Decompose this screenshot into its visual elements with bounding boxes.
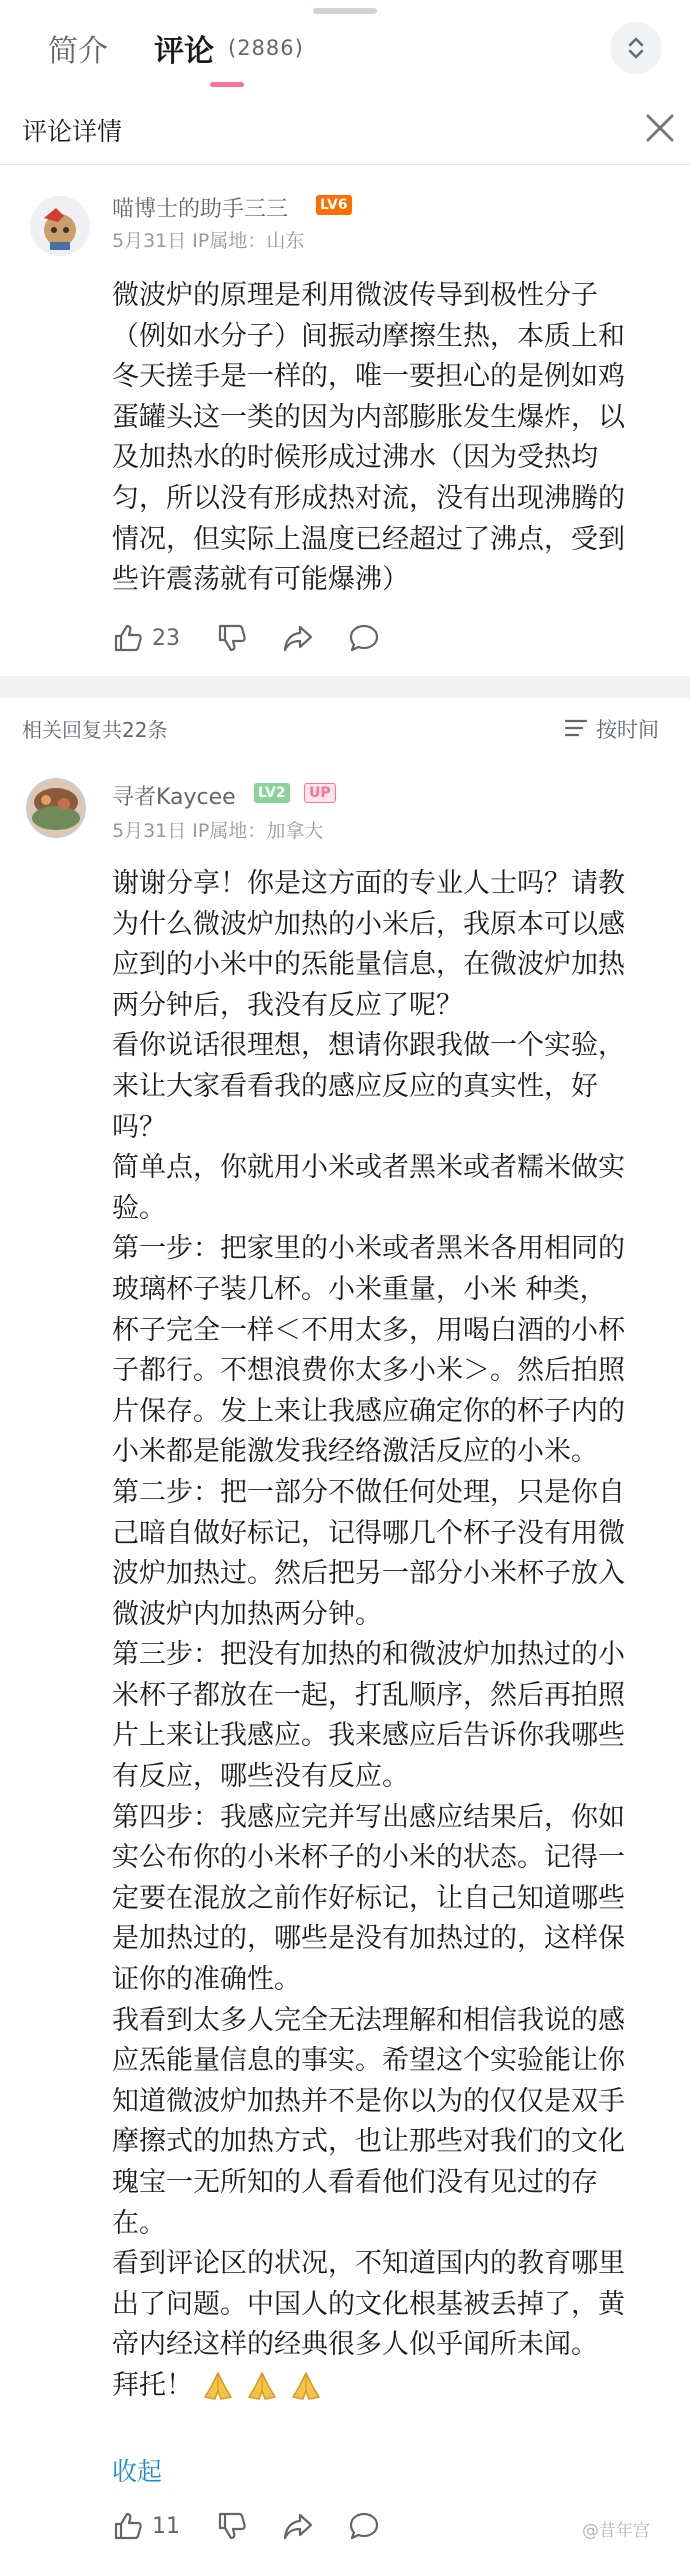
content-line-text: 看到评论区的状况，不知道国内的教育哪里: [112, 2248, 625, 2280]
content-line-text: 看你说话很理想，想请你跟我做一个实验，: [112, 1030, 625, 1062]
content-line: [112, 1026, 672, 1067]
content-line-text: （例如水分子）间振动摩擦生热，本质上和: [112, 320, 625, 352]
comment-icon[interactable]: [348, 2510, 380, 2542]
collapse-link[interactable]: 收起: [112, 2457, 163, 2486]
content-line: [112, 1473, 672, 1514]
content-line: [112, 1960, 672, 2001]
content-line-text: 为什么微波炉加热的小米后，我原本可以感: [112, 908, 625, 940]
content-line-text: 在。: [112, 2207, 166, 2239]
content-line-text: 知道微波炉加热并不是你以为的仅仅是双手: [112, 2085, 625, 2117]
content-line-text: 应到的小米中的炁能量信息，在微波炉加热: [112, 949, 625, 981]
chevron-up-down-icon: [624, 34, 648, 62]
content-line-text: 验。: [112, 1192, 166, 1224]
content-line: [112, 1514, 672, 1555]
content-line-text: 情况，但实际上温度已经超过了沸点，受到: [112, 523, 625, 555]
content-line-text: 小米都是能激发我经络激活反应的小米。: [112, 1436, 598, 1468]
content-line-text: 微波炉的原理是利用微波传导到极性分子: [112, 280, 598, 311]
content-line-text: 匀，所以没有形成热对流，没有出现沸腾的: [112, 482, 625, 514]
level-badge: LV6: [316, 195, 352, 215]
replies-count: 相关回复共22条: [22, 718, 168, 742]
content-line: [112, 2285, 672, 2326]
content-line: [112, 1148, 672, 1189]
content-line: [112, 986, 672, 1027]
comment-content: [112, 276, 672, 601]
level-badge: LV2: [254, 783, 290, 803]
content-line-text: 摩擦式的加热方式，也让那些对我们的文化: [112, 2126, 625, 2158]
content-line: [112, 2204, 672, 2245]
content-line: [112, 1311, 672, 1352]
content-line-text: 米杯子都放在一起，打乱顺序，然后再拍照: [112, 1679, 625, 1711]
comment-icon[interactable]: [348, 622, 380, 654]
content-line: [112, 2122, 672, 2163]
up-badge: UP: [304, 783, 336, 803]
content-line-text: 子都行。不想浪费你太多小米＞。然后拍照: [112, 1355, 625, 1387]
content-line: [112, 1229, 672, 1270]
content-line-text: 有反应，哪些没有反应。: [112, 1761, 409, 1793]
content-line-text: 瑰宝一无所知的人看看他们没有见过的存: [112, 2167, 598, 2198]
content-line: [112, 905, 672, 946]
content-line-text: 第二步：把一部分不做任何处理，只是你自: [112, 1476, 625, 1508]
avatar-image: [26, 778, 86, 838]
share-icon[interactable]: [282, 622, 314, 654]
content-line: [112, 2001, 672, 2042]
content-line-text: 是加热过的，哪些是没有加热过的，这样保: [112, 1923, 625, 1955]
content-line: [112, 1676, 672, 1717]
watermark: @昔年宫: [582, 2521, 650, 2541]
content-line: [112, 2244, 672, 2285]
content-line: [112, 1757, 672, 1798]
content-line-text: 己暗自做好标记，记得哪几个杯子没有用微: [112, 1517, 625, 1549]
comment-meta: 5月31日 IP属地：加拿大: [112, 820, 324, 842]
content-line: [112, 1189, 672, 1230]
tab-comments[interactable]: 评论: [154, 34, 214, 69]
content-line: [112, 945, 672, 986]
comment-actions: [112, 622, 412, 662]
content-line: [112, 560, 672, 601]
pray-hands-emoji: [243, 2369, 281, 2403]
content-line: [112, 1879, 672, 1920]
sort-label: 按时间: [596, 718, 659, 742]
close-icon[interactable]: [640, 108, 680, 148]
content-line: [112, 438, 672, 479]
section-divider: [0, 676, 690, 698]
sort-button[interactable]: [562, 710, 672, 744]
content-line-text: 吗？: [112, 1111, 166, 1143]
content-line: [112, 1554, 672, 1595]
content-line: [112, 2366, 672, 2407]
content-line-text: 及加热水的时候形成过沸水（因为受热均: [112, 442, 598, 474]
content-line-text: 出了问题。中国人的文化根基被丢掉了，黄: [112, 2288, 625, 2320]
content-line-text: 蛋罐头这一类的因为内部膨胀发生爆炸，以: [112, 401, 625, 433]
pray-hands-emoji: [287, 2369, 325, 2403]
content-line-text: 片上来让我感应。我来感应后告诉你我哪些: [112, 1720, 625, 1752]
like-count: 23: [152, 626, 180, 651]
content-line: [112, 1919, 672, 1960]
content-line: [112, 2041, 672, 2082]
username[interactable]: 寻者Kaycee: [112, 785, 236, 810]
content-line: [112, 1635, 672, 1676]
content-line-text: 拜托！: [112, 2369, 193, 2401]
content-line-text: 杯子完全一样＜不用太多，用喝白酒的小杯: [112, 1314, 625, 1346]
content-line-text: 两分钟后，我没有反应了呢？: [112, 989, 463, 1021]
content-line-text: 实公布你的小米杯子的小米的状态。记得一: [112, 1842, 625, 1874]
content-line-text: 微波炉内加热两分钟。: [112, 1598, 382, 1630]
content-line: [112, 357, 672, 398]
content-line-text: 我看到太多人完全无法理解和相信我说的感: [112, 2004, 625, 2036]
sort-icon: [564, 718, 588, 738]
tab-bar: [0, 0, 690, 92]
page-title: 评论详情: [22, 117, 123, 146]
username[interactable]: 喵博士的助手三三: [112, 197, 289, 222]
thumb-up-icon[interactable]: [112, 2510, 144, 2542]
pray-hands-emoji: [199, 2369, 237, 2403]
content-line-text: 谢谢分享！你是这方面的专业人士吗？请教: [112, 868, 625, 899]
content-line: [112, 1432, 672, 1473]
content-line: [112, 864, 672, 905]
content-line: [112, 1595, 672, 1636]
content-line-text: 定要在混放之前作好标记，让自己知道哪些: [112, 1882, 625, 1914]
comment-meta: 5月31日 IP属地：山东: [112, 230, 305, 252]
avatar-image: [30, 196, 90, 256]
content-line-text: 第一步：把家里的小米或者黑米各用相同的: [112, 1233, 625, 1265]
content-line: [112, 276, 672, 317]
content-line: [112, 479, 672, 520]
replies-header: [0, 698, 690, 758]
content-line: [112, 1716, 672, 1757]
reply-content: [112, 864, 672, 2407]
thumb-down-icon[interactable]: [216, 2510, 248, 2542]
content-line: [112, 1108, 672, 1149]
content-line-text: 些许震荡就有可能爆沸）: [112, 564, 409, 596]
content-line: [112, 1798, 672, 1839]
expand-collapse-button[interactable]: [610, 22, 662, 74]
content-line-text: 证你的准确性。: [112, 1964, 301, 1996]
content-line-text: 应炁能量信息的事实。希望这个实验能让你: [112, 2045, 625, 2077]
content-line: [112, 1838, 672, 1879]
reply-actions: [112, 2510, 412, 2550]
content-line: [112, 398, 672, 439]
content-line: [112, 1351, 672, 1392]
content-line-text: 第四步：我感应完并写出感应结果后，你如: [112, 1801, 625, 1833]
avatar[interactable]: [30, 196, 90, 256]
content-line: [112, 317, 672, 358]
comment-detail-header: [0, 92, 690, 165]
content-line: [112, 1392, 672, 1433]
content-line: [112, 1067, 672, 1108]
like-count: 11: [152, 2514, 180, 2539]
tab-active-indicator: [210, 82, 244, 87]
content-line-text: 帝内经这样的经典很多人似乎闻所未闻。: [112, 2329, 598, 2361]
content-line: [112, 1270, 672, 1311]
content-line-text: 冬天搓手是一样的，唯一要担心的是例如鸡: [112, 361, 625, 393]
thumb-up-icon[interactable]: [112, 622, 144, 654]
content-line-text: 第三步：把没有加热的和微波炉加热过的小: [112, 1639, 625, 1671]
content-line-text: 简单点，你就用小米或者黑米或者糯米做实: [112, 1152, 625, 1184]
content-line-text: 玻璃杯子装几杯。小米重量，小米 种类，: [112, 1273, 607, 1305]
avatar[interactable]: [26, 778, 86, 838]
thumb-down-icon[interactable]: [216, 622, 248, 654]
comment-count: (2886): [228, 36, 304, 60]
content-line-text: 波炉加热过。然后把另一部分小米杯子放入: [112, 1558, 625, 1590]
content-line: [112, 2082, 672, 2123]
content-line: [112, 2163, 672, 2204]
share-icon[interactable]: [282, 2510, 314, 2542]
content-line-text: 来让大家看看我的感应反应的真实性，好: [112, 1070, 598, 1102]
content-line-text: 片保存。发上来让我感应确定你的杯子内的: [112, 1395, 625, 1427]
content-line: [112, 2325, 672, 2366]
content-line: [112, 520, 672, 561]
tab-intro[interactable]: 简介: [48, 34, 108, 69]
